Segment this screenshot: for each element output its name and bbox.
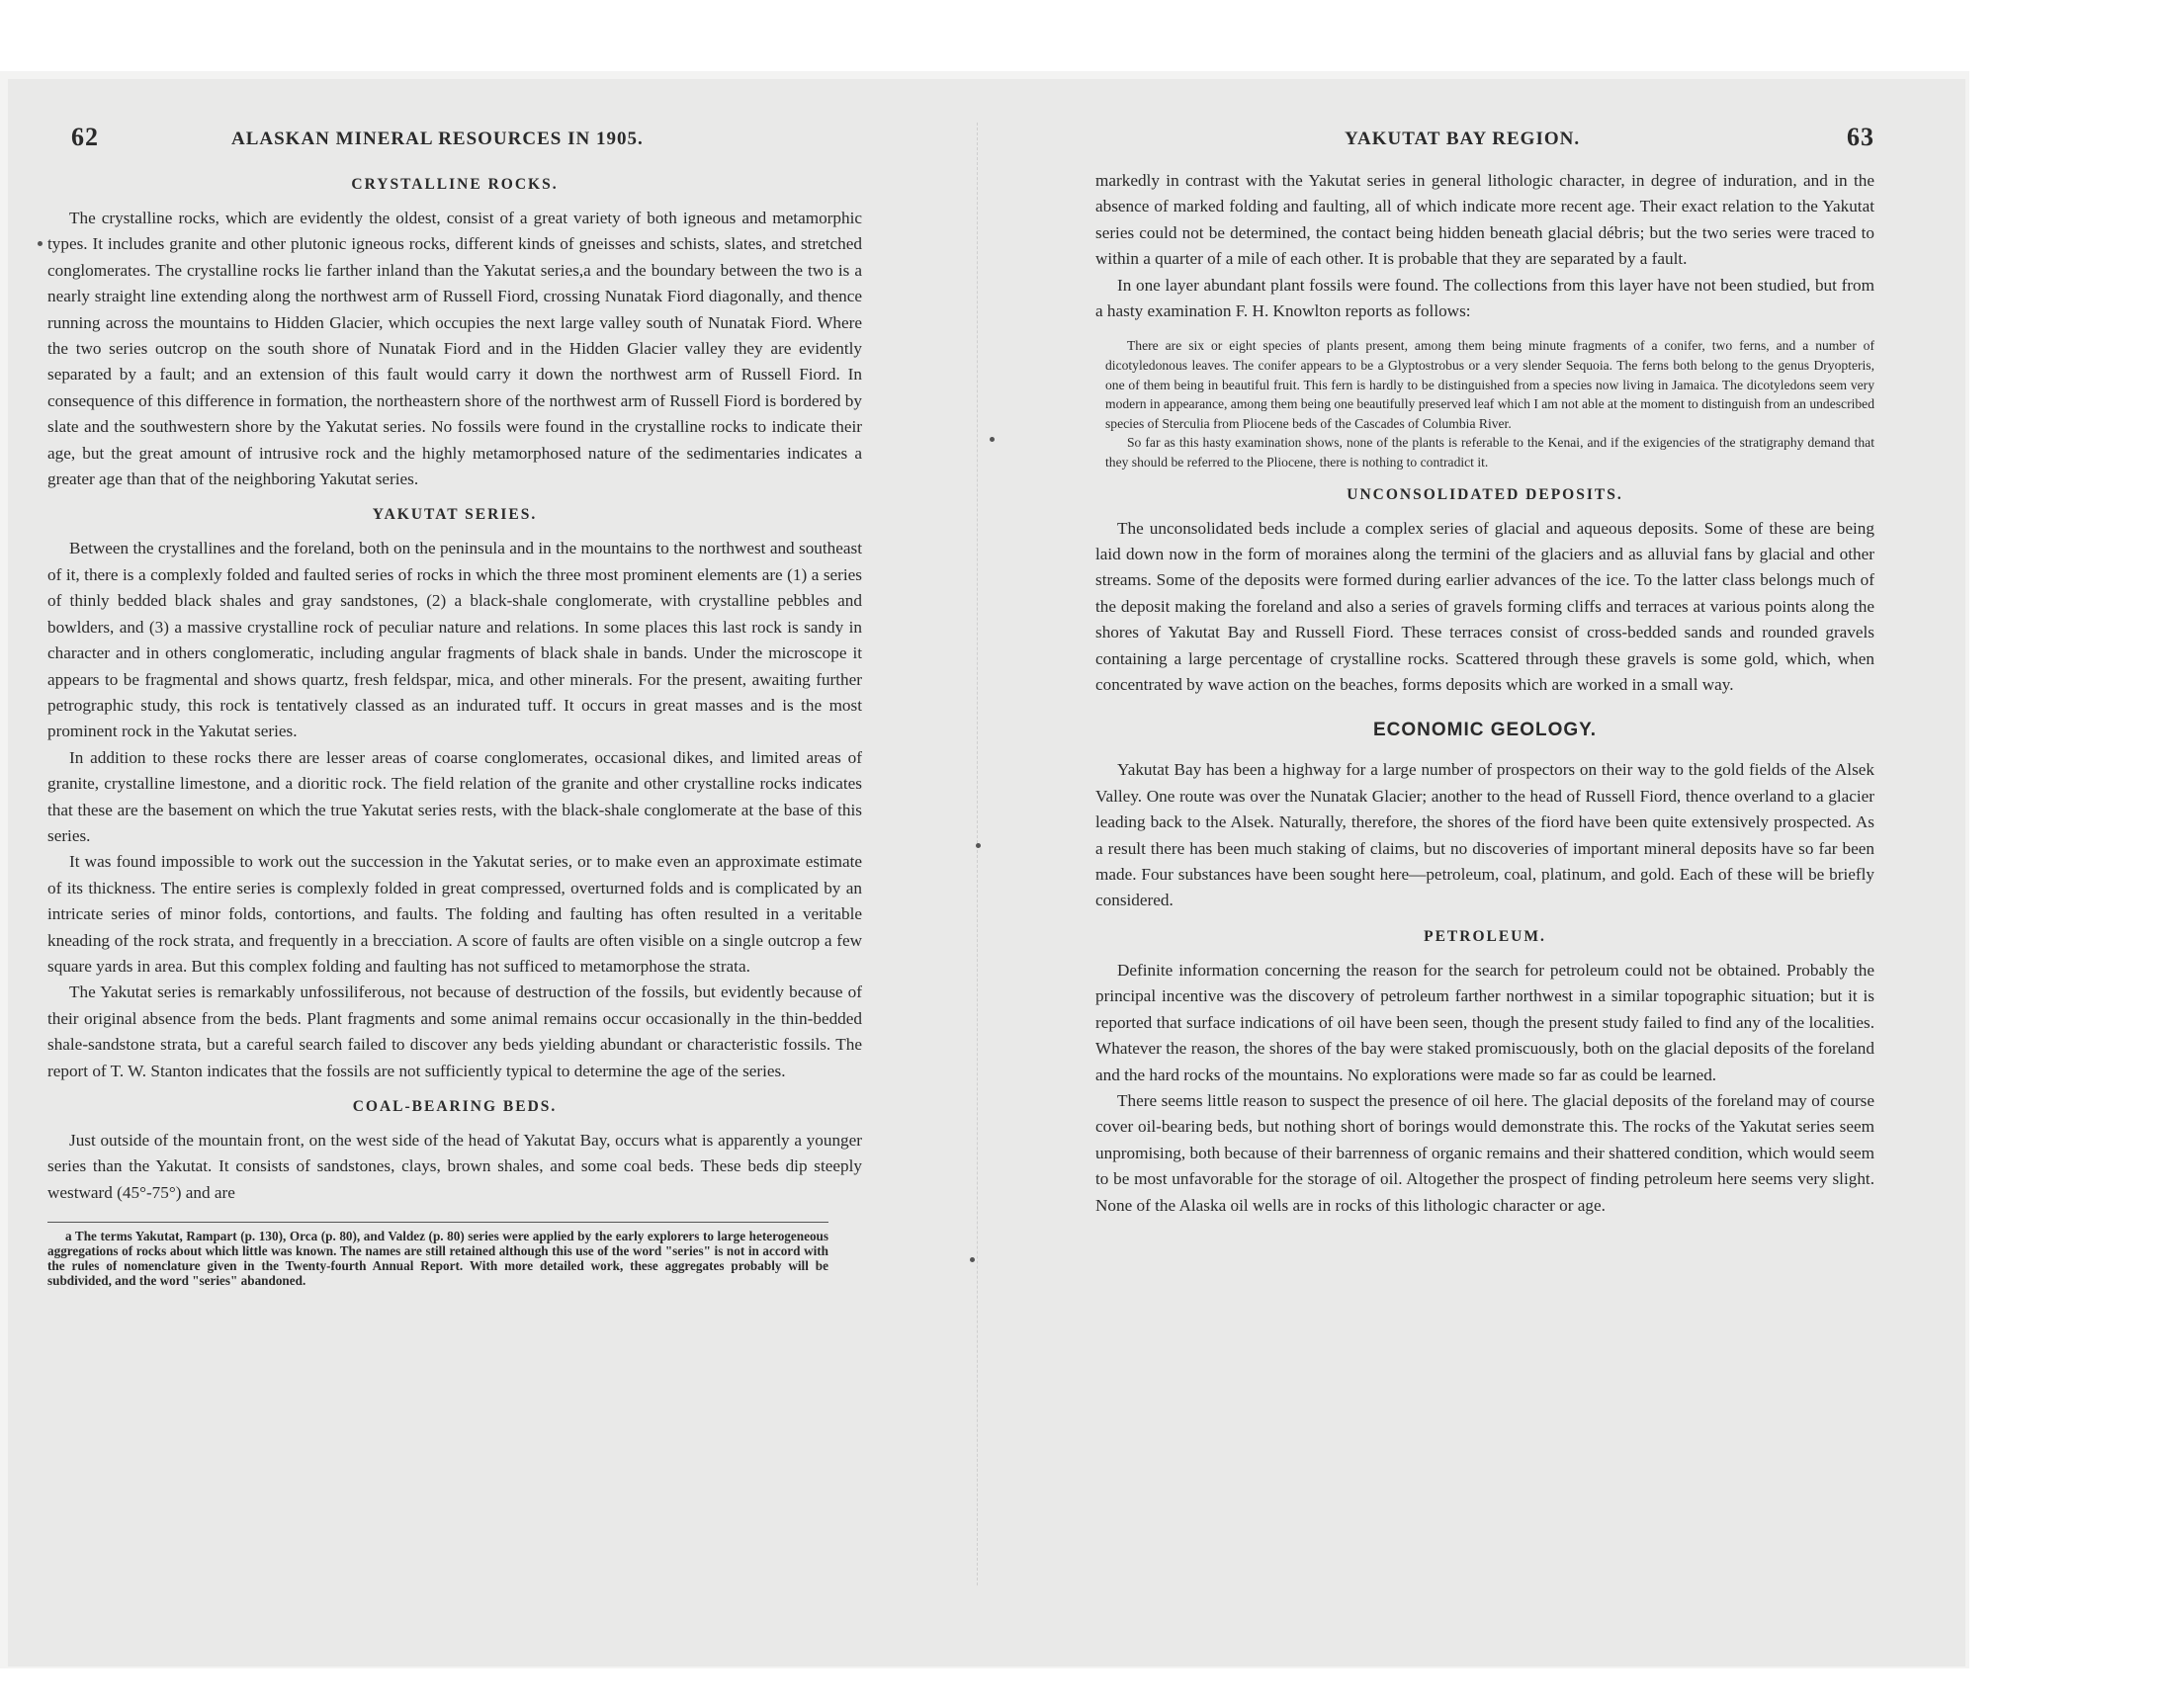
left-page-number: 62 <box>71 123 99 151</box>
quote-paragraph: There are six or eight species of plants present, among them being minute fragments of a conifer, two ferns, and a number of dicotyledonous leaves. The conifer appears to be a Glyptostrobus or a very slender Sequoia. The ferns both belong to the genus Dryopteris, one of them being in beautiful fruit. This fern is hardly to be distinguished from a species now living in Jamaica. The dicotyledons seem very modern in appearance, among them being one beautifully preserved leaf which I am not able at the moment to distinguish from an undescribed species of Sterculia from Pliocene beds of the Cascades of Columbia River. <box>1105 338 1874 431</box>
left-running-head <box>47 123 862 162</box>
paragraph: Just outside of the mountain front, on the west side of the head of Yakutat Bay, occurs what is apparently a younger series than the Yakutat. It consists of sandstones, clays, brown shales, and some coal beds. These beds dip steeply westward (45°-75°) and are <box>47 1131 862 1202</box>
left-page <box>47 123 862 1605</box>
heading-petroleum: PETROLEUM. <box>1424 927 1546 945</box>
paragraph: Definite information concerning the reason for the search for petroleum could not be obtained. Probably the principal incentive was the discovery of petroleum farther northwest in a similar topographic situation; but it is reported that surface indications of oil have been seen, though the present study failed to find any of the localities. Whatever the reason, the shores of the bay were staked promiscuously, both on the glacial deposits of the foreland and the hard rocks of the mountains. No explorations were made so far as could be learned. <box>1095 960 1874 1084</box>
heading-yakutat-series: YAKUTAT SERIES. <box>372 506 538 524</box>
footnote-text: a The terms Yakutat, Rampart (p. 130), Orca (p. 80), and Valdez (p. 80) series were applied by the early explorers to large heterogeneous aggregations of rocks about which little was known. The names are still retained although this use of the word "series" is not in accord with the rules of nomenclature given in the Twenty-fourth Annual Report. With more detailed work, these aggregates probably will be subdivided, and the word "series" abandoned. <box>47 1229 828 1289</box>
paragraph: The Yakutat series is remarkably unfossiliferous, not because of destruction of the fossils, but evidently because of their original absence from the beds. Plant fragments and some animal remains occur occasionally in the thin-bedded shale-sandstone strata, but a careful search failed to discover any beds yielding abundant or characteristic fossils. The report of T. W. Stanton indicates that the fossils are not sufficiently typical to determine the age of the series. <box>47 982 862 1080</box>
scan-speck <box>970 1257 975 1262</box>
paragraph: The unconsolidated beds include a complex series of glacial and aqueous deposits. Some of these are being laid down now in the form of moraines along the termini of the glaciers and as alluvial fans by glacial and other streams. Some of the deposits were formed during earlier advances of the ice. To the latter class belongs much of the deposit making the foreland and also a series of gravels forming cliffs and terraces at various points along the shores of Yakutat Bay and Russell Fiord. These terraces consist of cross-bedded sands and rounded gravels containing a large percentage of crystalline rocks. Scattered through these gravels is some gold, which, when concentrated by wave action on the beaches, forms deposits which are worked in a small way. <box>1095 518 1874 695</box>
right-running-head <box>1095 123 1874 162</box>
footnote <box>47 1222 828 1288</box>
paragraph: It was found impossible to work out the succession in the Yakutat series, or to make even an approximate estimate of its thickness. The entire series is complexly folded in great compressed, overturned folds and is complicated by an intricate series of minor folds, contortions, and faults. The folding and faulting has often resulted in a veritable kneading of the rock strata, and frequently in a brecciation. A score of faults are often visible on a single outcrop a few square yards in area. But this complex folding and faulting has not sufficed to metamorphose the strata. <box>47 852 862 976</box>
paragraph: In one layer abundant plant fossils were found. The collections from this layer have not been studied, but from a hasty examination F. H. Knowlton reports as follows: <box>1095 275 1874 321</box>
page-gutter <box>977 123 979 1585</box>
paragraph: There seems little reason to suspect the presence of oil here. The glacial deposits of the foreland may of course cover oil-bearing beds, but nothing short of borings would demonstrate this. The rocks of the Yakutat series seem unpromising, both because of their barrenness of organic remains and their shattered condition, which would seem to be most unfavorable for the storage of oil. Altogether the prospect of finding petroleum here seems very slight. None of the Alaska oil wells are in rocks of this lithologic character or age. <box>1095 1090 1874 1215</box>
left-running-title: ALASKAN MINERAL RESOURCES IN 1905. <box>231 128 644 149</box>
right-running-title: YAKUTAT BAY REGION. <box>1345 128 1581 149</box>
scan-speck <box>38 241 43 246</box>
paragraph: Between the crystallines and the foreland, both on the peninsula and in the mountains to the northwest and southeast of it, there is a complexly folded and faulted series of rocks in which the three most prominent elements are (1) a series of thinly bedded black shales and gray sandstones, (2) a black-shale conglomerate, with crystalline pebbles and bowlders, and (3) a massive crystalline rock of peculiar nature and relations. In some places this last rock is sandy in character and in others conglomeratic, including angular fragments of black shale in bands. Under the microscope it appears to be fragmental and shows quartz, fresh feldspar, mica, and other minerals. For the present, awaiting further petrographic study, this rock is tentatively classed as an indurated tuff. It occurs in great masses and is the most prominent rock in the Yakutat series. <box>47 539 862 741</box>
heading-unconsolidated-deposits: UNCONSOLIDATED DEPOSITS. <box>1347 485 1623 503</box>
quote-paragraph: So far as this hasty examination shows, none of the plants is referable to the Kenai, and if the exigencies of the stratigraphy demand that they should be referred to the Pliocene, there is nothing to contradict it. <box>1105 435 1874 470</box>
knowlton-quote <box>1095 336 1874 471</box>
scan-speck <box>976 843 981 848</box>
heading-crystalline-rocks: CRYSTALLINE ROCKS. <box>351 176 559 193</box>
paragraph: In addition to these rocks there are lesser areas of coarse conglomerates, occasional dikes, and limited areas of granite, crystalline limestone, and a dioritic rock. The field relation of the granite and other crystalline rocks indicates that these are the basement on which the true Yakutat series rests, with the black-shale conglomerate at the base of this series. <box>47 747 862 845</box>
right-page-number: 63 <box>1847 123 1874 151</box>
scan-speck <box>990 437 995 442</box>
paragraph: markedly in contrast with the Yakutat series in general lithologic character, in degree of induration, and in the absence of marked folding and faulting, all of which indicate more recent age. Their exact relation to the Yakutat series could not be determined, the contact being hidden beneath glacial débris; but the two series were traced to within a quarter of a mile of each other. It is probable that they are separated by a fault. <box>1095 171 1874 269</box>
heading-coal-bearing-beds: COAL-BEARING BEDS. <box>352 1098 558 1115</box>
paragraph: Yakutat Bay has been a highway for a large number of prospectors on their way to the gold fields of the Alsek Valley. One route was over the Nunatak Glacier; another to the head of Russell Fiord, thence overland to a glacier leading back to the Alsek. Naturally, therefore, the shores of the fiord have been quite extensively prospected. As a result there has been much staking of claims, but no discoveries of important mineral deposits have so far been made. Four substances have been sought here—petroleum, coal, platinum, and gold. Each of these will be briefly considered. <box>1095 760 1874 910</box>
right-page <box>1095 123 1874 1605</box>
paragraph: The crystalline rocks, which are evidently the oldest, consist of a great variety of both igneous and metamorphic types. It includes granite and other plutonic igneous rocks, different kinds of gneisses and schists, slates, and stretched conglomerates. The crystalline rocks lie farther inland than the Yakutat series,a and the boundary between the two is a nearly straight line extending along the northwest arm of Russell Fiord, crossing Nunatak Fiord diagonally, and thence running across the mountains to Hidden Glacier, which occupies the next large valley south of Nunatak Fiord. Where the two series outcrop on the south shore of Nunatak Fiord and in the Hidden Glacier valley they are evidently separated by a fault; and an extension of this fault would carry it down the northwest arm of Russell Fiord. In consequence of this difference in formation, the northeastern shore of the northwest arm of Russell Fiord is bordered by slate and the southwestern shore by the Yakutat series. No fossils were found in the crystalline rocks to indicate their age, but the great amount of intrusive rock and the highly metamorphosed nature of the sedimentaries indicates a greater age than that of the neighboring Yakutat series. <box>47 209 862 489</box>
heading-economic-geology: ECONOMIC GEOLOGY. <box>1372 720 1598 741</box>
